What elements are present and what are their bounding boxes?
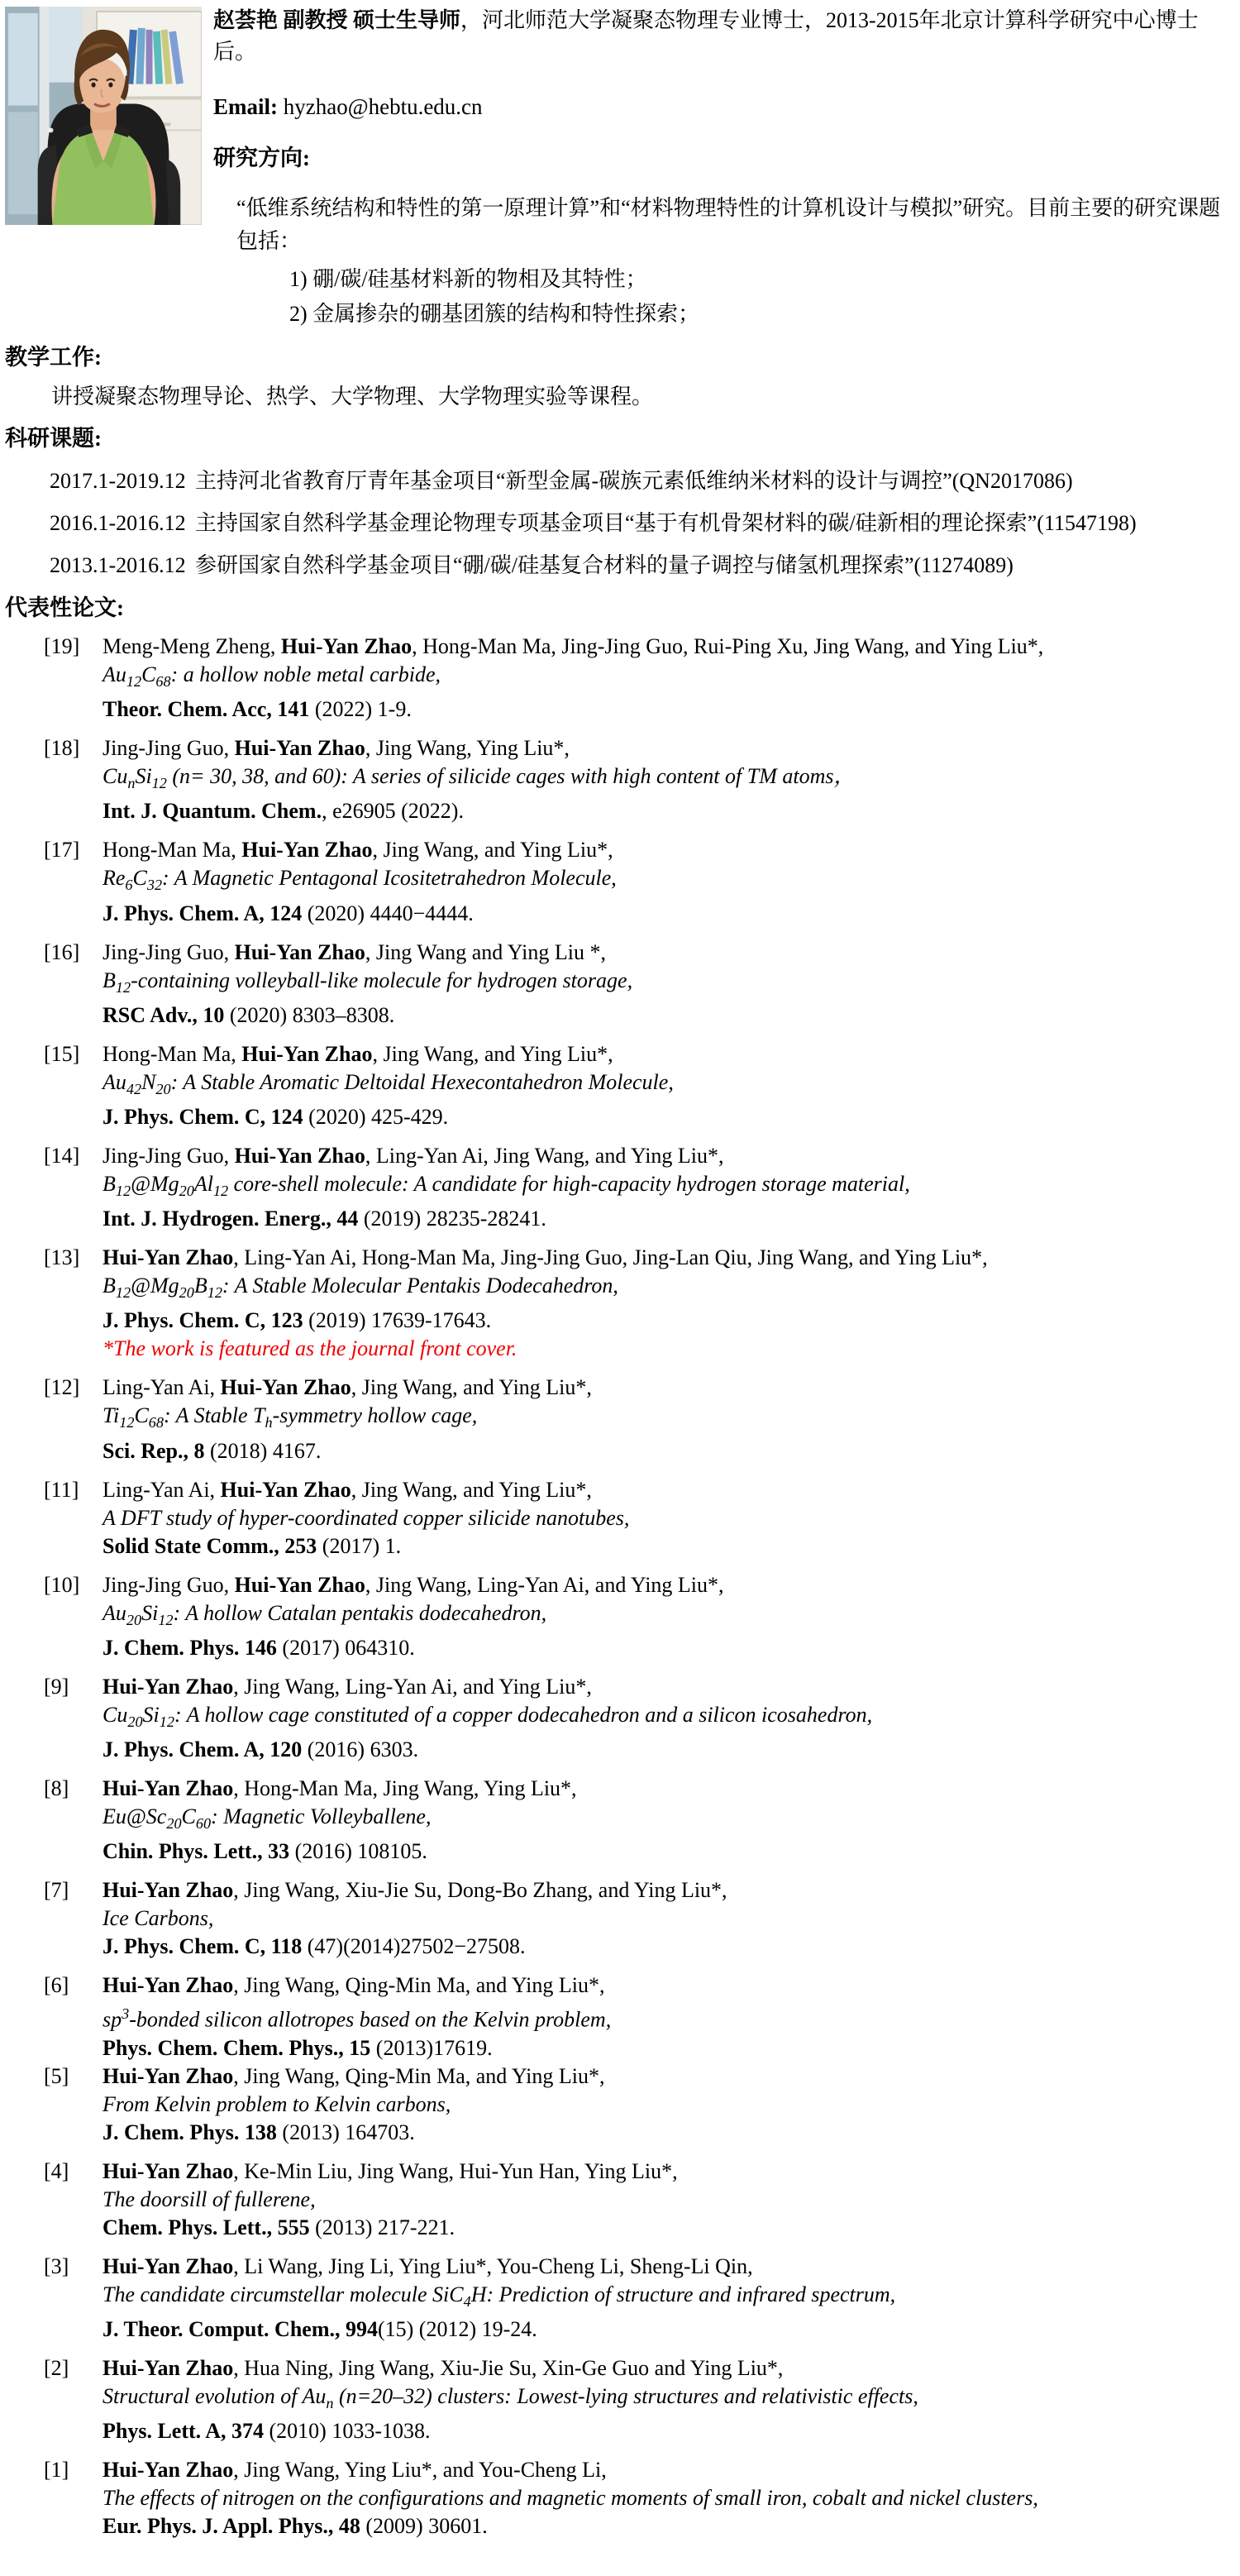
publication-entry [5,1476,1235,1560]
publication-note: *The work is featured as the journal front cover. [103,1336,517,1361]
publication-authors: Jing-Jing Guo, Hui-Yan Zhao, Jing Wang and Ying Liu *, [103,939,606,964]
project-description: 主持国家自然科学基金理论物理专项基金项目“基于有机骨架材料的碳/硅新相的理论探索”(11547198) [195,511,1137,535]
publication-number: [16] [44,939,80,964]
publication-journal: Int. J. Hydrogen. Energ., 44 (2019) 28235-28241. [103,1207,546,1231]
project-row [50,551,1235,581]
publication-number: [13] [44,1245,80,1270]
publication-entry [5,633,1235,724]
publication-entry [5,939,1235,1030]
highlighted-author: Hui-Yan Zhao [220,1477,351,1502]
publication-entry [5,2456,1235,2540]
publications-heading: 代表性论文: [5,595,124,620]
publication-number: [18] [44,736,80,761]
publication-entry [5,1244,1235,1363]
publication-authors: Meng-Meng Zheng, Hui-Yan Zhao, Hong-Man Ma, Jing-Jing Guo, Rui-Ping Xu, Jing Wang, and Ying Liu*, [103,634,1044,658]
research-direction-heading: 研究方向: [213,146,310,170]
project-description: 主持河北省教育厅青年基金项目“新型金属-碳族元素低维纳米材料的设计与调控”(QN2017086) [195,469,1073,493]
publication-number: [11] [44,1477,79,1502]
teaching-body: 讲授凝聚态物理导论、热学、大学物理、大学物理实验等课程。 [51,385,654,409]
publication-journal: Chem. Phys. Lett., 555 (2013) 217-221. [103,2215,455,2239]
publication-number: [12] [44,1375,80,1400]
profile-intro-block [213,0,1235,331]
research-topic-list [213,263,1235,331]
publication-entry [5,2253,1235,2344]
publication-entry [5,1040,1235,1131]
publication-journal: Chin. Phys. Lett., 33 (2016) 108105. [103,1839,427,1864]
highlighted-author: Hui-Yan Zhao [241,838,373,863]
publication-entry [5,1142,1235,1233]
publication-authors: Hui-Yan Zhao, Li Wang, Jing Li, Ying Liu*, You-Cheng Li, Sheng-Li Qin, [103,2253,753,2278]
publication-number: [15] [44,1041,80,1066]
publication-journal: J. Theor. Comput. Chem., 994(15) (2012) 19-24. [103,2316,537,2341]
profile-photo [5,7,202,225]
highlighted-author: Hui-Yan Zhao [103,1878,234,1903]
projects-heading: 科研课题: [5,426,102,451]
publication-journal: Sci. Rep., 8 (2018) 4167. [103,1438,322,1463]
publication-title: $Au_{20}Si_{12}$: A hollow Catalan pentakis dodecahedron, [103,1600,547,1628]
publication-journal: Solid State Comm., 253 (2017) 1. [103,1533,402,1558]
publication-journal: J. Phys. Chem. C, 118 (47)(2014)27502−27508. [103,1934,526,1959]
project-row [50,466,1235,496]
publication-journal: J. Phys. Chem. A, 124 (2020) 4440−4444. [103,901,474,925]
publication-number: [1] [44,2458,69,2483]
publication-number: [3] [44,2253,69,2278]
publication-entry [5,734,1235,825]
publication-number: [6] [44,1973,69,1998]
publication-number: [8] [44,1775,69,1800]
publication-journal: Eur. Phys. J. Appl. Phys., 48 (2009) 30601. [103,2514,488,2539]
publication-journal: J. Chem. Phys. 138 (2013) 164703. [103,2120,415,2144]
publication-title: $sp^3$-bonded silicon allotropes based on the Kelvin problem, [103,2005,612,2032]
publication-title: A DFT study of hyper-coordinated copper silicide nanotubes, [103,1505,630,1530]
publication-journal: J. Chem. Phys. 146 (2017) 064310. [103,1635,415,1660]
research-direction-intro: “低维系统结构和特性的第一原理计算”和“材料物理特性的计算机设计与模拟”研究。目前主要的研究课题包括： [236,196,1221,253]
publication-authors: Hui-Yan Zhao, Hong-Man Ma, Jing Wang, Ying Liu*, [103,1775,577,1800]
research-topic: 1) 硼/碳/硅基材料新的物相及其特性； [289,267,647,291]
publication-entry [5,2158,1235,2242]
publication-title: $Au_{12}C_{68}$: a hollow noble metal carbide, [103,662,441,691]
highlighted-author: Hui-Yan Zhao [103,2253,234,2278]
publication-entry [5,1971,1235,2062]
project-list [5,466,1235,581]
publication-number: [5] [44,2063,69,2088]
profile-header [5,0,1235,331]
email-label: Email: [213,94,278,119]
publication-journal: J. Phys. Chem. C, 123 (2019) 17639-17643. [103,1308,492,1333]
publication-title: Ice Carbons, [103,1906,214,1931]
publication-title: $Ti_{12}C_{68}$: A Stable $T_h$-symmetry hollow cage, [103,1403,478,1431]
publication-title: $B_{12}$-containing volleyball-like molecule for hydrogen storage, [103,968,633,996]
publication-authors: Hui-Yan Zhao, Ling-Yan Ai, Hong-Man Ma, Jing-Jing Guo, Jing-Lan Qiu, Jing Wang, and Ying Liu*, [103,1245,988,1270]
publication-authors: Hui-Yan Zhao, Jing Wang, Qing-Min Ma, and Ying Liu*, [103,2063,605,2088]
publication-authors: Hui-Yan Zhao, Jing Wang, Ying Liu*, and You-Cheng Li, [103,2458,607,2483]
teaching-heading: 教学工作: [5,345,102,370]
project-row [50,509,1235,538]
publication-entry [5,2354,1235,2445]
project-period: 2017.1-2019.12 [50,469,186,493]
publication-journal: J. Phys. Chem. C, 124 (2020) 425-429. [103,1104,449,1129]
publication-number: [2] [44,2355,69,2380]
publication-number: [17] [44,838,80,863]
publication-journal: Phys. Lett. A, 374 (2010) 1033-1038. [103,2419,431,2444]
name-title-line [213,5,1235,68]
highlighted-author: Hui-Yan Zhao [234,736,365,761]
publication-title: The candidate circumstellar molecule SiC$_4$H: Prediction of structure and infrared spectrum, [103,2282,896,2310]
publication-authors: Hui-Yan Zhao, Jing Wang, Xiu-Jie Su, Dong-Bo Zhang, and Ying Liu*, [103,1878,727,1903]
publication-journal: Phys. Chem. Chem. Phys., 15 (2013)17619. [103,2035,493,2060]
publication-title: $Eu@Sc_{20}C_{60}$: Magnetic Volleyballene, [103,1804,432,1833]
highlighted-author: Hui-Yan Zhao [220,1375,351,1400]
publication-number: [4] [44,2158,69,2183]
publication-number: [7] [44,1878,69,1903]
publication-entry [5,1673,1235,1764]
publication-title: From Kelvin problem to Kelvin carbons, [103,2091,451,2116]
highlighted-author: Hui-Yan Zhao [103,1245,234,1270]
highlighted-author: Hui-Yan Zhao [103,1674,234,1699]
publication-entry [5,1374,1235,1465]
project-period: 2016.1-2016.12 [50,511,186,535]
publication-authors: Ling-Yan Ai, Hui-Yan Zhao, Jing Wang, and Ying Liu*, [103,1477,592,1502]
publication-number: [14] [44,1143,80,1168]
publication-authors: Hui-Yan Zhao, Jing Wang, Qing-Min Ma, and Ying Liu*, [103,1973,605,1998]
highlighted-author: Hui-Yan Zhao [241,1041,373,1066]
publication-entry [5,1876,1235,1961]
publication-entry [5,1571,1235,1662]
publication-authors: Jing-Jing Guo, Hui-Yan Zhao, Jing Wang, Ling-Yan Ai, and Ying Liu*, [103,1572,724,1597]
highlighted-author: Hui-Yan Zhao [103,2458,234,2483]
publication-title: $Re_6C_{32}$: A Magnetic Pentagonal Icositetrahedron Molecule, [103,866,617,894]
publication-number: [19] [44,634,80,658]
highlighted-author: Hui-Yan Zhao [234,1143,365,1168]
publication-authors: Hui-Yan Zhao, Jing Wang, Ling-Yan Ai, and Ying Liu*, [103,1674,592,1699]
publication-number: [9] [44,1674,69,1699]
publication-authors: Hong-Man Ma, Hui-Yan Zhao, Jing Wang, and Ying Liu*, [103,1041,613,1066]
publication-title: $Cu_{20}Si_{12}$: A hollow cage constituted of a copper dodecahedron and a silicon icosahedron, [103,1702,873,1730]
publication-authors: Ling-Yan Ai, Hui-Yan Zhao, Jing Wang, and Ying Liu*, [103,1375,592,1400]
publication-entry [5,2062,1235,2147]
publication-title: $B_{12}@Mg_{20}B_{12}$: A Stable Molecular Pentakis Dodecahedron, [103,1274,618,1302]
highlighted-author: Hui-Yan Zhao [234,1572,365,1597]
publication-authors: Hui-Yan Zhao, Hua Ning, Jing Wang, Xiu-Jie Su, Xin-Ge Guo and Ying Liu*, [103,2355,784,2380]
publication-authors: Jing-Jing Guo, Hui-Yan Zhao, Jing Wang, Ying Liu*, [103,736,570,761]
publication-title: The doorsill of fullerene, [103,2186,316,2211]
name-and-rank: 赵荟艳 副教授 硕士生导师 [213,8,461,32]
email-address: hyzhao@hebtu.edu.cn [278,94,483,119]
publication-title: $Au_{42}N_{20}$: A Stable Aromatic Deltoidal Hexecontahedron Molecule, [103,1069,674,1097]
publication-title: $Cu_nSi_{12}$ (n= 30, 38, and 60): A series of silicide cages with high content of TM atoms， [103,764,856,792]
publication-authors: Hong-Man Ma, Hui-Yan Zhao, Jing Wang, and Ying Liu*, [103,838,613,863]
publication-entry [5,1775,1235,1866]
email-line [213,93,1235,121]
publication-journal: J. Phys. Chem. A, 120 (2016) 6303. [103,1737,419,1761]
highlighted-author: Hui-Yan Zhao [103,2063,234,2088]
publication-entry [5,836,1235,927]
publication-authors: Hui-Yan Zhao, Ke-Min Liu, Jing Wang, Hui-Yun Han, Ying Liu*, [103,2158,678,2183]
research-topic: 2) 金属掺杂的硼基团簇的结构和特性探索； [289,302,700,326]
publication-title: The effects of nitrogen on the configurations and magnetic moments of small iron, cobalt and nickel clusters, [103,2486,1038,2511]
highlighted-author: Hui-Yan Zhao [103,1775,234,1800]
highlighted-author: Hui-Yan Zhao [280,634,413,658]
publication-journal: Int. J. Quantum. Chem., e26905 (2022). [103,799,464,824]
publication-title: $B_{12}@Mg_{20}Al_{12}$ core-shell molecule: A candidate for high-capacity hydrogen storage material, [103,1171,910,1200]
project-description: 参研国家自然科学基金项目“硼/碳/硅基复合材料的量子调控与储氢机理探索”(11274089) [195,553,1013,577]
bio-summary: ，河北师范大学凝聚态物理专业博士，2013-2015年北京计算科学研究中心博士后。 [213,8,1199,64]
publication-journal: RSC Adv., 10 (2020) 8303–8308. [103,1002,395,1027]
publication-authors: Jing-Jing Guo, Hui-Yan Zhao, Ling-Yan Ai, Jing Wang, and Ying Liu*, [103,1143,724,1168]
publication-title: Structural evolution of $Au_n$ (n=20–32) clusters: Lowest-lying structures and relativistic effects, [103,2383,918,2412]
publication-journal: Theor. Chem. Acc, 141 (2022) 1-9. [103,697,412,722]
highlighted-author: Hui-Yan Zhao [234,939,365,964]
highlighted-author: Hui-Yan Zhao [103,2355,234,2380]
project-period: 2013.1-2016.12 [50,553,186,577]
portrait-illustration [5,7,202,225]
highlighted-author: Hui-Yan Zhao [103,2158,234,2183]
publication-number: [10] [44,1572,80,1597]
highlighted-author: Hui-Yan Zhao [103,1973,234,1998]
publication-list [5,633,1235,2540]
